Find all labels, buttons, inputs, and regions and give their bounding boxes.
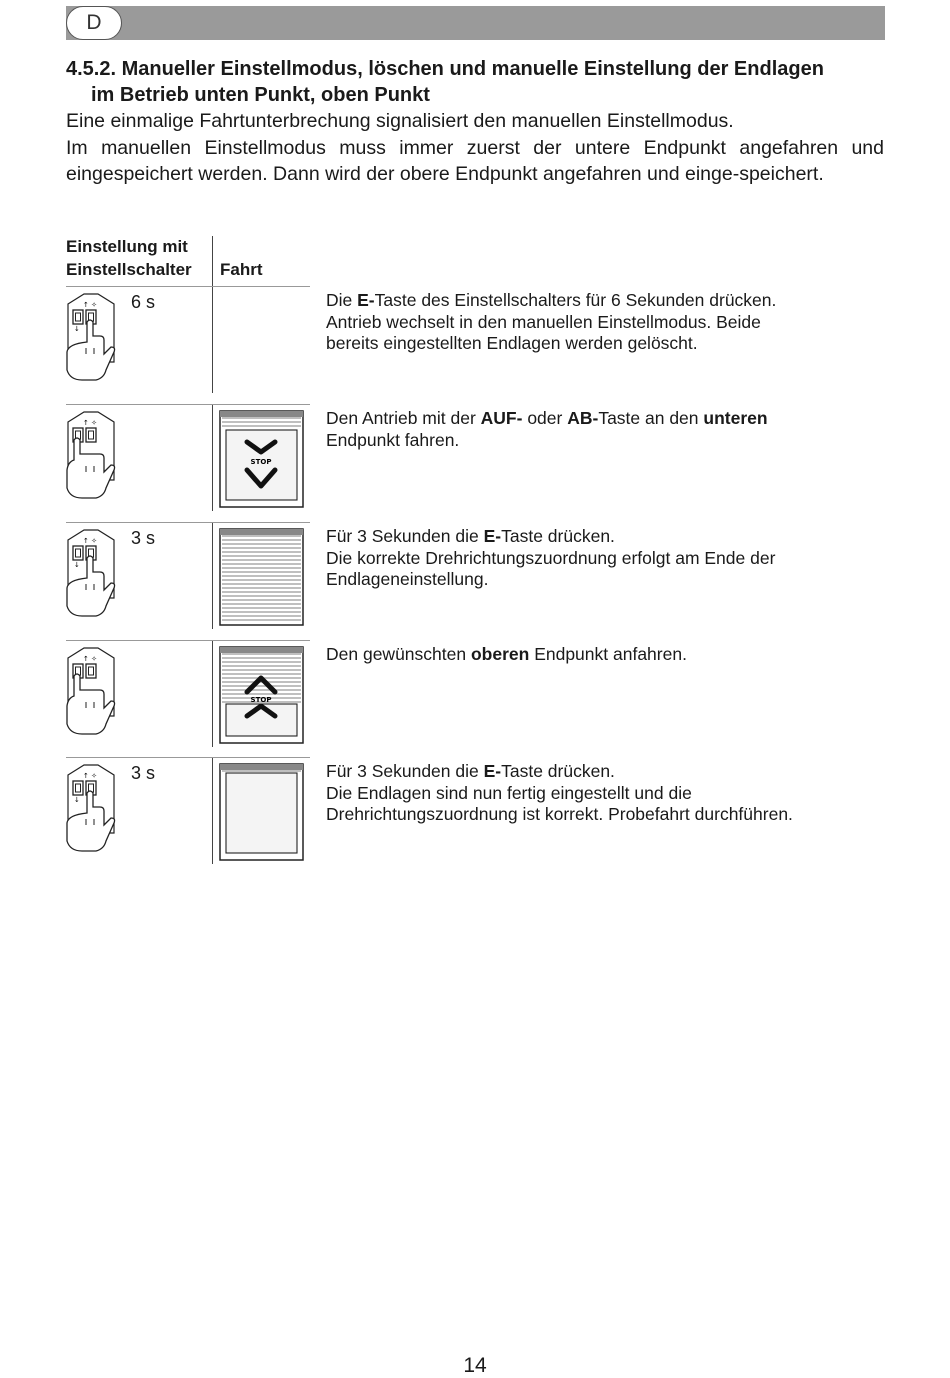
intro-paragraph-1: Eine einmalige Fahrtunterbrechung signalisiert den manuellen Einstellmodus.	[66, 110, 734, 132]
page-number: 14	[463, 1354, 487, 1377]
hand-pressing-up-down-button-icon	[64, 646, 118, 736]
section-title-line2: im Betrieb unten Punkt, oben Punkt	[91, 84, 430, 106]
row-separator	[66, 404, 310, 405]
row-separator	[66, 757, 310, 758]
column-divider	[212, 287, 213, 393]
step-description: Die E-Taste des Einstellschalters für 6 Sekunden drücken. Antrieb wechselt in den manuellen Einstellmodus. Beide bereits eingestellten Endlagen werden gelöscht.	[326, 290, 777, 353]
column-divider	[212, 523, 213, 629]
column-header-setting-line2: Einstellschalter	[66, 260, 192, 279]
column-divider	[212, 641, 213, 747]
svg-text:STOP: STOP	[250, 458, 272, 466]
svg-text:↓: ↓	[74, 561, 80, 569]
svg-text:↑ ✧: ↑ ✧	[83, 301, 97, 309]
shutter-up-icon	[219, 646, 304, 744]
step-description: Für 3 Sekunden die E-Taste drücken. Die korrekte Drehrichtungszuordnung erfolgt am Ende der Endlageneinstellung.	[326, 526, 776, 589]
svg-text:↑ ✧: ↑ ✧	[83, 419, 97, 427]
hand-pressing-e-button-icon	[64, 528, 118, 618]
intro-paragraph-2: Im manuellen Einstellmodus muss immer zuerst der untere Endpunkt angefahren und eingespeichert werden. Dann wird der obere Endpunkt angefahren und einge-speichert.	[66, 136, 884, 185]
svg-text:↑ ✧: ↑ ✧	[83, 655, 97, 663]
duration-label: 3 s	[131, 528, 156, 548]
duration-label: 6 s	[131, 292, 156, 312]
section-title-line1: 4.5.2. Manueller Einstellmodus, löschen und manuelle Einstellung der Endlagen	[66, 58, 824, 80]
step-description: Für 3 Sekunden die E-Taste drücken. Die Endlagen sind nun fertig eingestellt und die Drehrichtungszuordnung ist korrekt. Probefahrt durchführen.	[326, 761, 793, 824]
duration-label: 3 s	[131, 763, 156, 783]
row-separator	[66, 522, 310, 523]
hand-pressing-e-button-icon	[64, 292, 118, 382]
svg-text:↑ ✧: ↑ ✧	[83, 772, 97, 780]
column-divider	[212, 405, 213, 511]
column-header-setting	[66, 235, 192, 281]
step-description: Den gewünschten oberen Endpunkt anfahren.	[326, 644, 687, 664]
column-header-setting-line1: Einstellung mit	[66, 237, 188, 256]
language-tab: D	[66, 6, 122, 40]
header-bar	[66, 6, 885, 40]
hand-pressing-up-down-button-icon	[64, 410, 118, 500]
header-divider	[212, 236, 213, 286]
row-separator	[66, 286, 310, 287]
svg-text:↓: ↓	[74, 796, 80, 804]
svg-text:↓: ↓	[74, 325, 80, 333]
column-header-travel: Fahrt	[220, 260, 263, 279]
svg-text:STOP: STOP	[250, 696, 272, 704]
step-description: Den Antrieb mit der AUF- oder AB-Taste an den unteren Endpunkt fahren.	[326, 408, 768, 450]
shutter-open-icon	[219, 763, 304, 861]
shutter-down-icon	[219, 410, 304, 508]
hand-pressing-e-button-icon	[64, 763, 118, 853]
intro-text	[66, 108, 884, 188]
row-separator	[66, 640, 310, 641]
shutter-closed-icon	[219, 528, 304, 626]
section-title	[66, 56, 888, 108]
svg-text:↑ ✧: ↑ ✧	[83, 537, 97, 545]
column-divider	[212, 758, 213, 864]
